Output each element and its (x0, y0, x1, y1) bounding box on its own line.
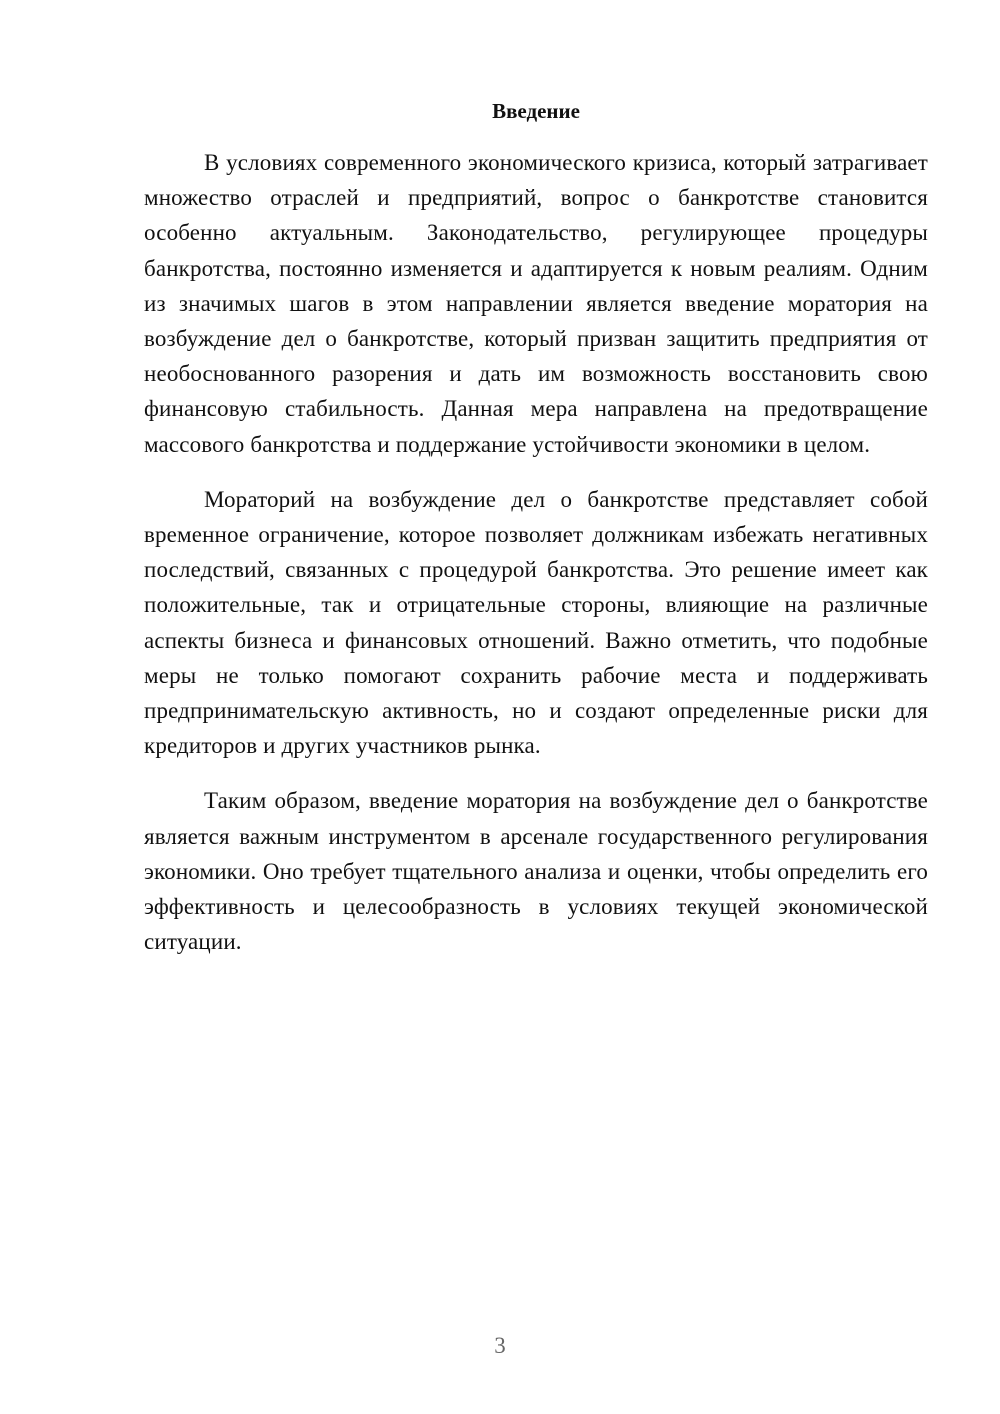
page-number: 3 (494, 1333, 506, 1358)
paragraph-3: Таким образом, введение моратория на возбуждение дел о банкротстве является важным инструментом в арсенале государственного регулирования экономики. Оно требует тщательного анализа и оценки, чтобы определить его эффективность и целесообразность в условиях текущей экономической ситуации. (144, 788, 928, 955)
paragraph-2: Мораторий на возбуждение дел о банкротстве представляет собой временное ограничение, которое позволяет должникам избежать негативных последствий, связанных с процедурой банкротства. Это решение имеет как положительные, так и отрицательные стороны, влияющие на различные аспекты бизнеса и финансовых отношений. Важно отметить, что подобные меры не только помогают сохранить рабочие места и поддерживать предпринимательскую активность, но и создают определенные риски для кредиторов и других участников рынка. (144, 486, 928, 759)
paragraph-1: В условиях современного экономического кризиса, который затрагивает множество отраслей и предприятий, вопрос о банкротстве становится особенно актуальным. Законодательство, регулирующее процедуры банкротства, постоянно изменяется и адаптируется к новым реалиям. Одним из значимых шагов в этом направлении является введение моратория на возбуждение дел о банкротстве, который призван защитить предприятия от необоснованного разорения и дать им возможность восстановить свою финансовую стабильность. Данная мера направлена на предотвращение массового банкротства и поддержание устойчивости экономики в целом. (144, 150, 928, 457)
page-content (144, 96, 928, 959)
section-title: Введение (492, 99, 580, 123)
